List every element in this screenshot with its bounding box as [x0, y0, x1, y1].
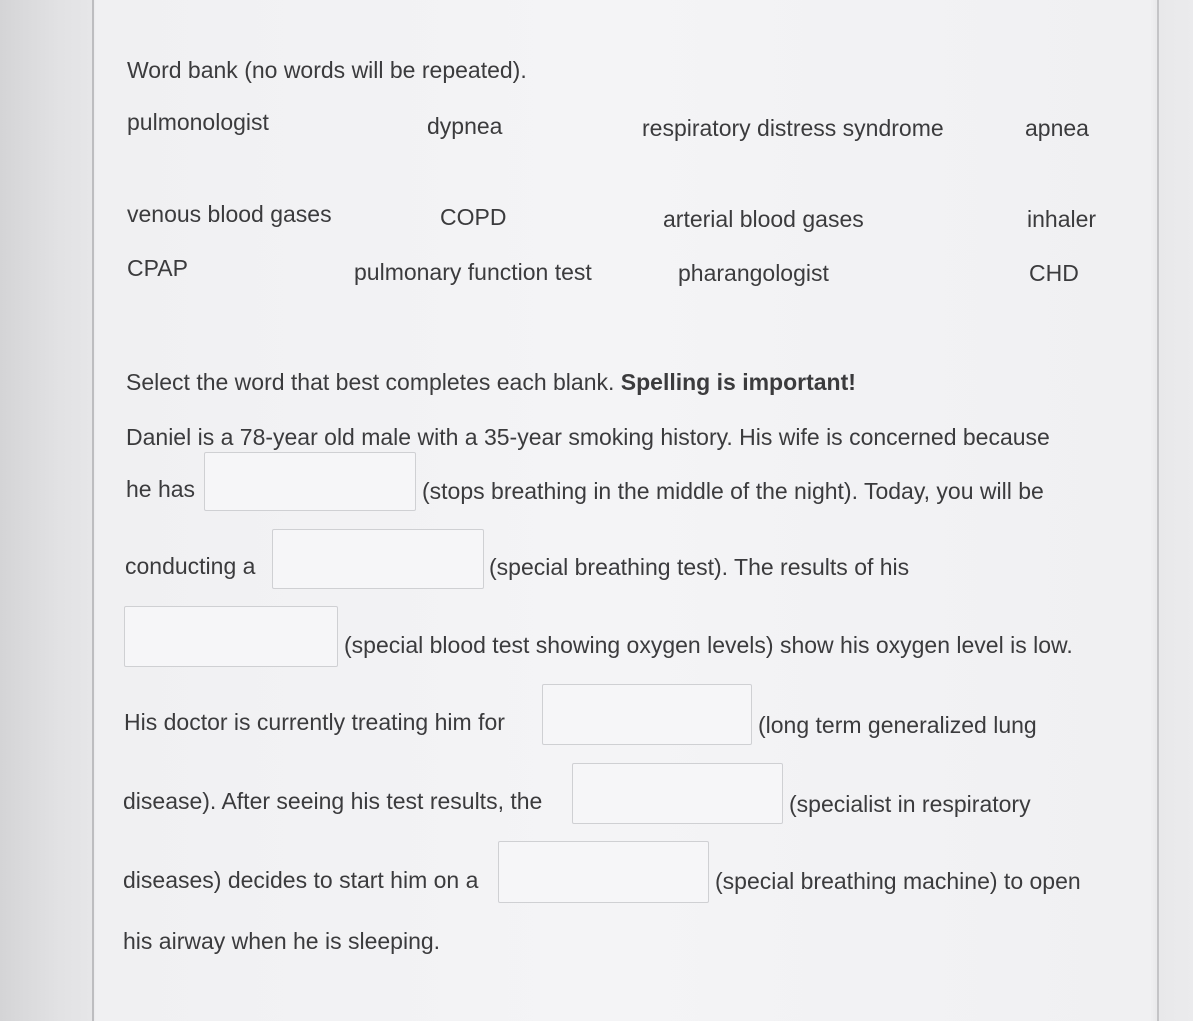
passage-line-5-before: His doctor is currently treating him for — [124, 709, 505, 735]
passage-line-6-before: disease). After seeing his test results, the — [123, 788, 543, 814]
page-edge-left — [92, 0, 94, 1021]
passage-line-7-after: (special breathing machine) to open — [715, 868, 1081, 894]
blank-input-5[interactable] — [572, 763, 783, 824]
word-bank-heading: Word bank (no words will be repeated). — [127, 57, 527, 83]
word-bank-item: CPAP — [127, 255, 188, 281]
word-bank-item: venous blood gases — [127, 201, 332, 227]
word-bank-item: CHD — [1029, 260, 1079, 286]
page-edge-right — [1157, 0, 1159, 1021]
passage-line-3-after: (special breathing test). The results of his — [489, 554, 910, 580]
blank-input-1[interactable] — [204, 452, 416, 511]
word-bank-item: pulmonary function test — [354, 259, 592, 285]
passage-line-3-before: conducting a — [125, 553, 256, 579]
passage-line-2-after: (stops breathing in the middle of the night). Today, you will be — [422, 478, 1044, 504]
passage-line-7-before: diseases) decides to start him on a — [123, 867, 479, 893]
instructions — [126, 368, 856, 396]
word-bank-item: respiratory distress syndrome — [642, 115, 944, 141]
word-bank-item: pharangologist — [678, 260, 829, 286]
blank-input-4[interactable] — [542, 684, 752, 745]
passage-line-5-after: (long term generalized lung — [758, 712, 1037, 738]
word-bank-item: dypnea — [427, 113, 503, 139]
word-bank-item: pulmonologist — [127, 109, 269, 135]
blank-input-6[interactable] — [498, 841, 709, 903]
instructions-text: Select the word that best completes each blank. — [126, 369, 615, 395]
blank-input-2[interactable] — [272, 529, 484, 589]
word-bank-item: inhaler — [1027, 206, 1097, 232]
passage-line-2-before: he has — [126, 476, 196, 502]
word-bank-item: apnea — [1025, 115, 1089, 141]
blank-input-3[interactable] — [124, 606, 338, 667]
passage-line-8: his airway when he is sleeping. — [123, 928, 441, 954]
instructions-emphasis: Spelling is important! — [620, 369, 856, 395]
passage-line-4-after: (special blood test showing oxygen levels) show his oxygen level is low. — [344, 632, 1073, 658]
passage-line-6-after: (specialist in respiratory — [789, 791, 1031, 817]
passage-line-1: Daniel is a 78-year old male with a 35-year smoking history. His wife is concerned because — [126, 424, 1050, 450]
word-bank-item: COPD — [440, 204, 507, 230]
word-bank-item: arterial blood gases — [663, 206, 864, 232]
